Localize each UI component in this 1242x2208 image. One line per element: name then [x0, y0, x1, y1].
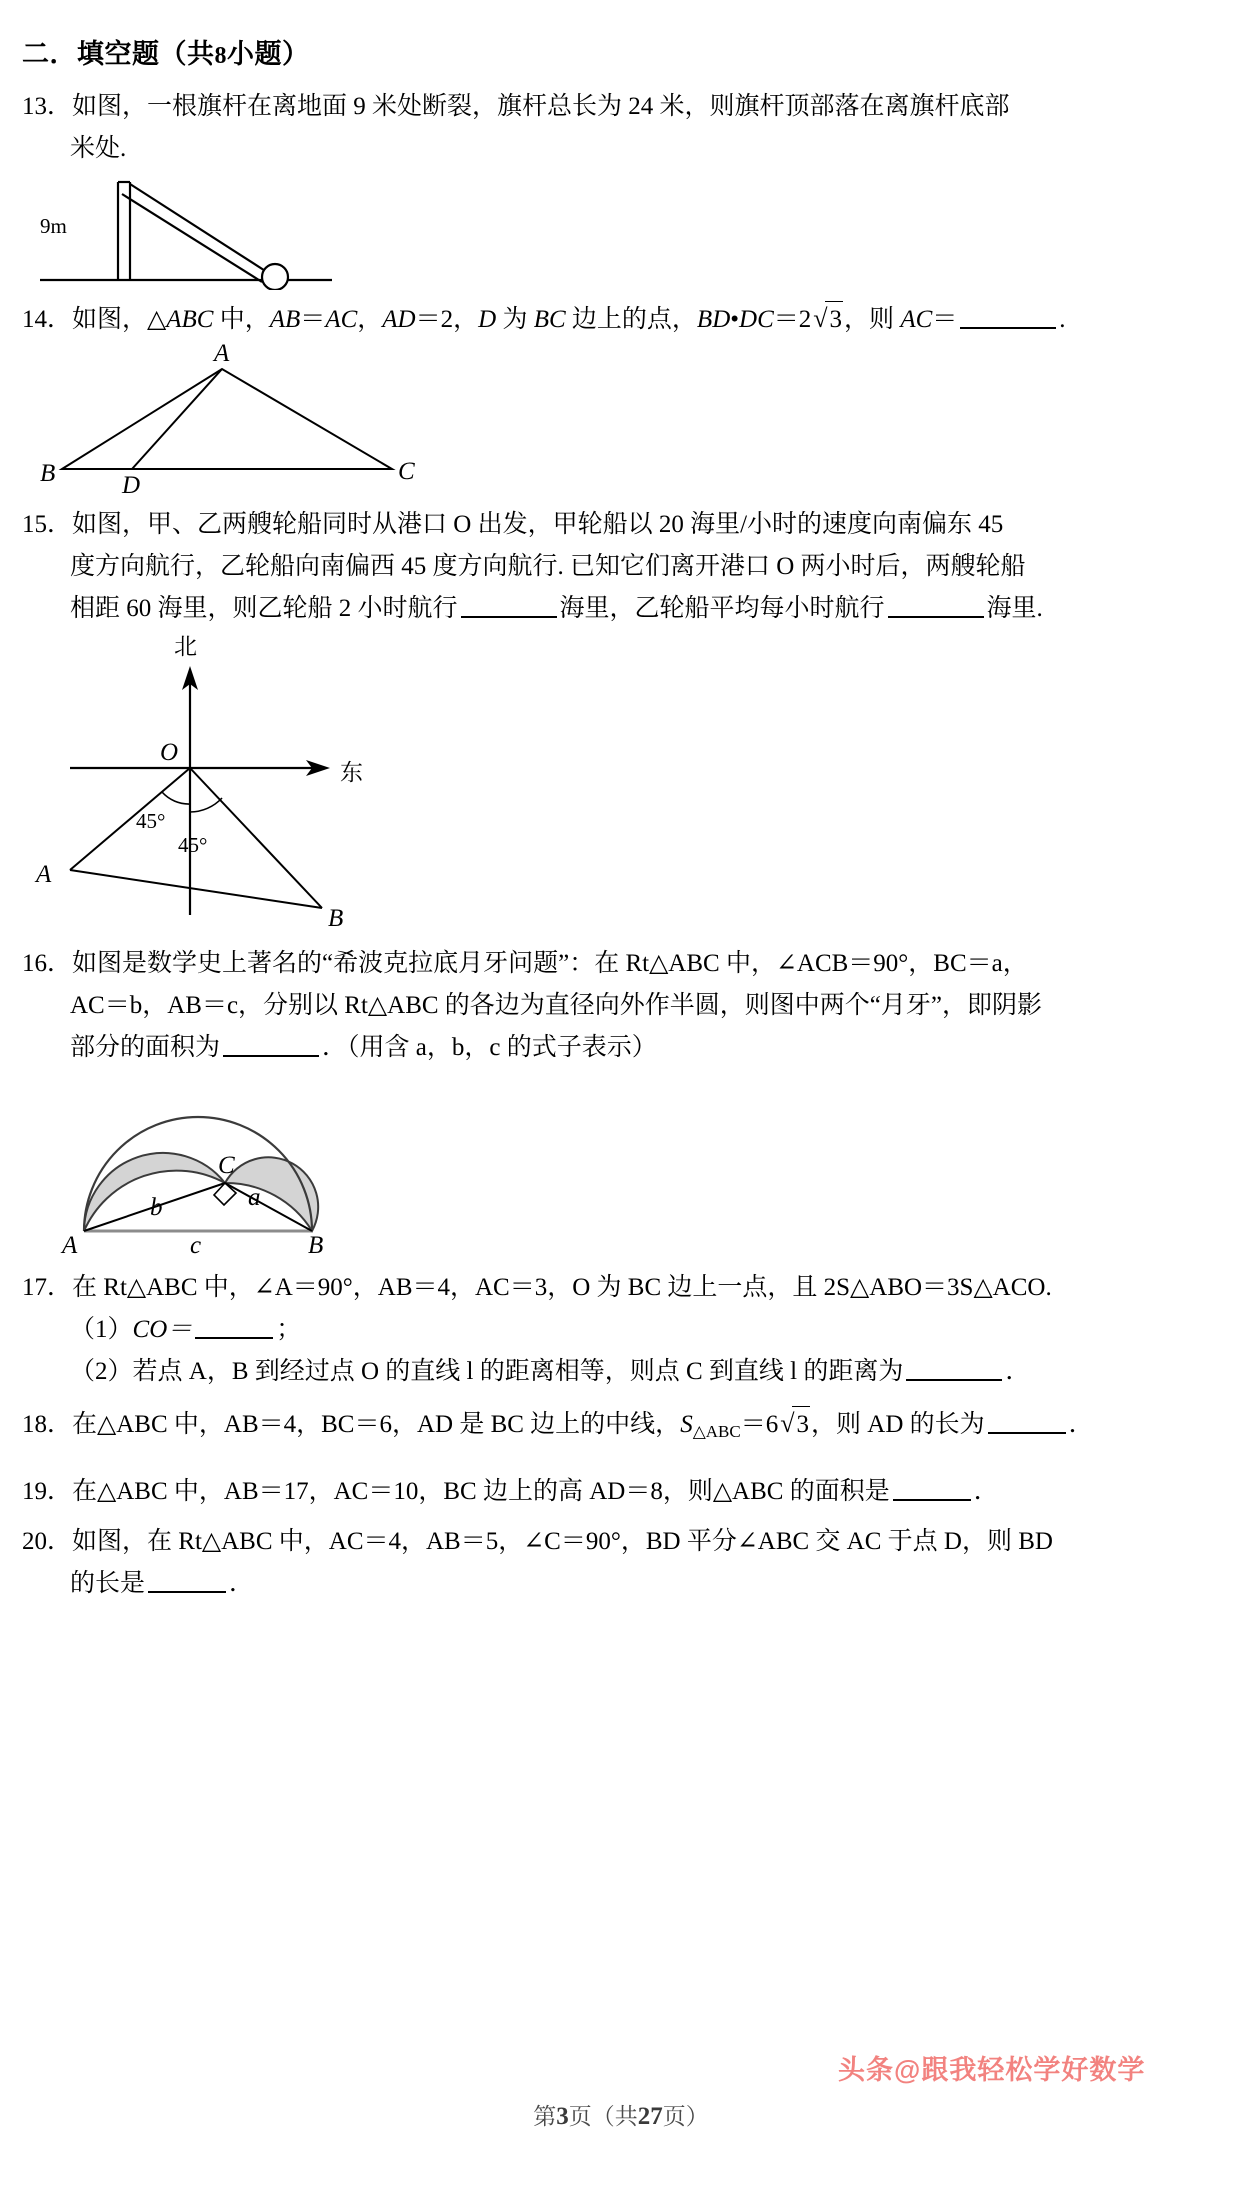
lune-side-a-label: a: [248, 1183, 261, 1211]
question-16-line-3: [22, 1027, 1222, 1069]
question-14-eq8b: ＝: [932, 305, 958, 333]
question-13: [22, 86, 1222, 290]
question-14-line-1: [22, 298, 1222, 341]
triangle-abc-svg: [22, 341, 482, 496]
section-heading-count-close: 小题）: [227, 39, 310, 69]
question-15-line-3: [22, 588, 1222, 630]
question-17-number: 17．: [22, 1273, 73, 1301]
question-20-answer-blank[interactable]: [148, 1571, 226, 1593]
question-18-answer-blank[interactable]: [988, 1412, 1066, 1434]
question-18-radicand: 3: [796, 1410, 810, 1438]
question-19-text-a: 在△ABC 中，AB＝17，AC＝10，BC 边上的高 AD＝8，则△ABC 的面积是: [72, 1477, 890, 1505]
angle-arc-right: [190, 798, 222, 812]
question-19-number: 19．: [22, 1477, 73, 1505]
question-14-bd: BD: [696, 305, 731, 333]
question-13-text-2: 米处.: [70, 134, 127, 162]
lune-vertex-a-label: A: [62, 1231, 78, 1259]
question-20-tail: ．: [229, 1569, 255, 1597]
question-16-text-2: AC＝b，AB＝c，分别以 Rt△ABC 的各边为直径向外作半圆，则图中两个“月牙”，即阴影: [70, 991, 1042, 1019]
flagpole-height-label: 9m: [40, 213, 67, 238]
question-20-line-1: [22, 1521, 1222, 1563]
flagpole-svg: [22, 170, 382, 290]
question-17-sub2-label: （2）: [70, 1357, 133, 1385]
question-20-number: 20．: [22, 1527, 73, 1555]
figure-compass: [22, 630, 1222, 935]
question-18-radical: √ 3: [778, 1403, 811, 1446]
question-17-text-1: 在 Rt△ABC 中，∠A＝90°，AB＝4，AC＝3，O 为 BC 边上一点，且 2S△ABO＝3S△ACO.: [72, 1273, 1052, 1301]
question-14-abc: ABC: [166, 305, 214, 333]
question-17-sub1-text: CO＝: [132, 1315, 193, 1343]
question-19-tail: ．: [973, 1477, 999, 1505]
question-20-text-1: 如图，在 Rt△ABC 中，AC＝4，AB＝5，∠C＝90°，BD 平分∠ABC 交 AC 于点 D，则 BD: [72, 1527, 1053, 1555]
question-20-text-2a: 的长是: [70, 1569, 146, 1597]
question-16-text-1: 如图是数学史上著名的“希波克拉底月牙问题”：在 Rt△ABC 中，∠ACB＝90°，BC＝a，: [72, 949, 1028, 977]
question-18-text-a: 在△ABC 中，AB＝4，BC＝6，AD 是 BC 边上的中线，: [72, 1410, 681, 1438]
question-15-text-3b: 海里，乙轮船平均每小时航行: [559, 594, 885, 622]
broken-segment-upper: [130, 184, 270, 274]
question-18-line-1: [22, 1403, 1222, 1453]
question-18-number: 18．: [22, 1410, 73, 1438]
footer-total-close: 页）: [662, 2103, 709, 2129]
question-17-sub1-tail: ；: [276, 1315, 302, 1343]
question-19: [22, 1471, 1222, 1513]
question-14-answer-blank[interactable]: [960, 307, 1056, 329]
question-16: [22, 943, 1222, 1259]
figure-triangle-abc: [22, 341, 1222, 496]
vertex-c-label: C: [398, 457, 415, 485]
question-17-line-1: [22, 1267, 1222, 1309]
question-14-number: 14．: [22, 305, 73, 333]
question-16-number: 16．: [22, 949, 73, 977]
lune-vertex-b-label: B: [308, 1231, 324, 1259]
question-13-number: 13．: [22, 92, 73, 120]
question-17: [22, 1267, 1222, 1393]
question-20-line-2: [22, 1563, 1222, 1605]
footer-total-number: 27: [637, 2103, 663, 2130]
question-17-answer-blank-1[interactable]: [195, 1317, 273, 1339]
question-16-answer-blank[interactable]: [223, 1035, 319, 1057]
footer-page-unit: 页: [568, 2103, 592, 2129]
ray-ob: [190, 768, 322, 908]
figure-flagpole: [22, 170, 1222, 290]
lune-svg: [22, 1069, 442, 1259]
page-content: [22, 38, 1222, 1613]
lune-vertex-c-label: C: [218, 1151, 235, 1179]
question-15-text-3c: 海里.: [986, 594, 1043, 622]
question-14-text-a: 如图，: [72, 305, 148, 333]
lune-side-b-label: b: [150, 1193, 163, 1221]
footer-page-prefix: 第: [533, 2103, 557, 2129]
question-13-line-1: [22, 86, 1222, 128]
question-18-area-eq: ＝6: [740, 1410, 779, 1438]
footer-page-number: 3: [556, 2103, 569, 2130]
question-14-eq2b: ＝2，: [415, 305, 479, 333]
page-footer: [0, 2098, 1242, 2131]
segment-ab: [70, 870, 322, 908]
question-17-subitem-2: [22, 1351, 1222, 1393]
question-15-text-3a: 相距 60 海里，则乙轮船 2 小时航行: [70, 594, 458, 622]
question-14-ab: AB: [269, 305, 301, 333]
north-label: 北: [174, 632, 197, 659]
vertex-b-label: B: [40, 459, 56, 487]
compass-svg: [22, 630, 492, 935]
question-14-triangle-symbol: △: [147, 305, 167, 333]
question-14-eq1b: ＝: [300, 305, 326, 333]
question-18-text-b: ，则 AD 的长为: [811, 1410, 985, 1438]
question-14-text-e: 边上的点，: [565, 305, 697, 333]
question-17-sub2-text: 若点 A，B 到经过点 O 的直线 l 的距离相等，则点 C 到直线 l 的距离为: [132, 1357, 904, 1385]
question-14-radicand: 3: [829, 305, 843, 333]
ray-oa: [70, 768, 190, 870]
broken-segment-lower: [122, 194, 262, 282]
question-13-text-1: 如图，一根旗杆在离地面 9 米处断裂，旗杆总长为 24 米，则旗杆顶部落在离旗杆底部: [72, 92, 1010, 120]
cevian-ad: [132, 369, 222, 469]
question-15-number: 15．: [22, 510, 73, 538]
vertex-a-label: A: [214, 340, 230, 367]
question-16-text-3a: 部分的面积为: [70, 1033, 221, 1061]
section-heading-count: 8: [214, 43, 227, 69]
question-13-line-2: [22, 128, 1222, 170]
question-17-sub1-label: （1）: [70, 1315, 133, 1343]
question-20: [22, 1521, 1222, 1605]
angle-label-right: 45°: [178, 832, 208, 857]
question-18: [22, 1403, 1222, 1453]
question-17-answer-blank-2[interactable]: [906, 1359, 1002, 1381]
question-14-dc: DC: [739, 305, 774, 333]
question-17-sub2-tail: ．: [1005, 1357, 1031, 1385]
question-14-point-d: D: [478, 305, 497, 333]
angle-arc-left: [162, 792, 190, 804]
question-16-text-3b: ．（用含 a，b，c 的式子表示）: [322, 1033, 657, 1061]
point-b-label: B: [328, 904, 344, 932]
question-16-line-1: [22, 943, 1222, 985]
question-14-radical: √ 3: [811, 298, 844, 341]
section-heading-prefix: 二．填空题: [22, 39, 160, 69]
question-14-dot: •: [730, 305, 740, 333]
question-15-line-2: [22, 546, 1222, 588]
question-14-ac: AC: [325, 305, 358, 333]
east-label: 东: [340, 758, 363, 785]
question-14-text-d: 为: [496, 305, 534, 333]
question-15: [22, 504, 1222, 935]
lune-side-c-label: c: [190, 1231, 202, 1259]
pole-tip-ball: [262, 264, 288, 290]
question-15-answer-blank-2[interactable]: [888, 596, 984, 618]
question-14-ac2: AC: [900, 305, 933, 333]
question-15-text-2: 度方向航行，乙轮船向南偏西 45 度方向航行. 已知它们离开港口 O 两小时后，两艘轮船: [70, 552, 1026, 580]
figure-lune: [22, 1069, 1222, 1259]
question-18-tail: ．: [1068, 1410, 1094, 1438]
question-17-subitem-1: [22, 1309, 1222, 1351]
point-a-label: A: [36, 860, 52, 888]
question-14: [22, 298, 1222, 496]
angle-label-left: 45°: [136, 808, 166, 833]
question-14-period: .: [1059, 305, 1066, 333]
question-18-area-symbol: S: [680, 1410, 693, 1438]
footer-total-open: （共: [591, 2103, 638, 2129]
question-14-text-b: 中，: [213, 305, 270, 333]
question-14-bc: BC: [533, 305, 566, 333]
question-14-text-c: ，: [357, 305, 383, 333]
section-heading-count-open: （共: [159, 39, 215, 69]
question-15-answer-blank-1[interactable]: [461, 596, 557, 618]
question-19-line-1: [22, 1471, 1222, 1513]
triangle-outline: [62, 369, 392, 469]
lune-shade-right: [225, 1157, 318, 1231]
question-14-ad: AD: [382, 305, 416, 333]
question-16-line-2: [22, 985, 1222, 1027]
watermark-text: 头条@跟我轻松学好数学: [838, 2055, 1146, 2085]
question-14-text-f: ，则: [844, 305, 901, 333]
question-15-text-1: 如图，甲、乙两艘轮船同时从港口 O 出发，甲轮船以 20 海里/小时的速度向南偏东 45: [72, 510, 1004, 538]
origin-label: O: [160, 738, 179, 766]
section-heading: [22, 38, 1222, 72]
question-19-answer-blank[interactable]: [893, 1479, 971, 1501]
vertex-d-label: D: [122, 471, 141, 496]
question-14-eq7: ＝2: [773, 305, 812, 333]
question-18-area-subscript: △ABC: [692, 1421, 741, 1441]
question-15-line-1: [22, 504, 1222, 546]
